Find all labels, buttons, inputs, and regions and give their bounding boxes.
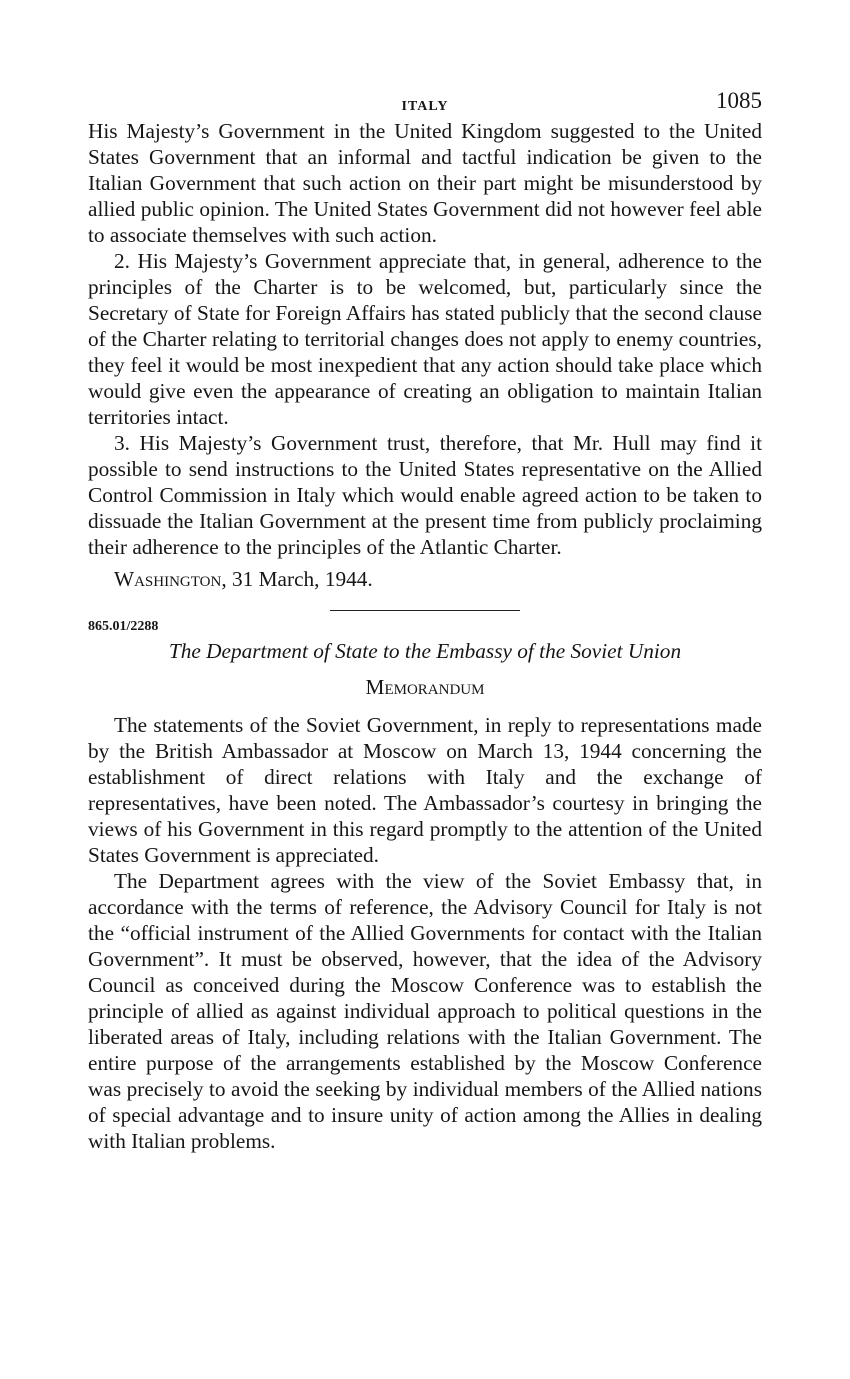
page-number: 1085: [716, 88, 762, 113]
paragraph-2: 2. His Majesty’s Government appreciate that, in general, adherence to the principles of the Charter is to be welcomed, but, particularly since the Secretary of State for Foreign Affairs has stated publicly that the second clause of the Charter relating to territorial changes does not apply to enemy countries, they feel it would be most inexpedient that any action should take place which would give even the appearance of creating an obligation to maintain Italian territories intact.: [88, 249, 762, 429]
file-number: 865.01/2288: [88, 619, 159, 634]
continued-paragraph: His Majesty’s Government in the United Kingdom suggested to the United States Government that an informal and tactful indication be given to the Italian Government that such action on their part might be misunderstood by allied public opinion. The United States Government did not however feel able to associate themselves with such action.: [88, 119, 762, 247]
document-title: The Department of State to the Embassy of the Soviet Union: [168, 639, 682, 663]
document-page: [88, 88, 762, 1154]
horizontal-rule: [330, 610, 520, 611]
dateline-date: , 31 March, 1944.: [221, 567, 373, 591]
running-head: ITALY: [401, 99, 449, 114]
memo-paragraph-2: The Department agrees with the view of the Soviet Embassy that, in accordance with the terms of reference, the Advisory Council for Italy is not the “official instrument of the Allied Governments for contact with the Italian Government”. It must be observed, however, that the idea of the Advisory Council as conceived during the Moscow Conference was to establish the principle of allied as against individual approach to political questions in the liberated areas of Italy, including relations with the Italian Government. The entire purpose of the arrangements established by the Moscow Conference was precisely to avoid the seeking by individual members of the Allied nations of special advantage and to insure unity of action among the Allies in dealing with Italian problems.: [88, 869, 762, 1153]
document-divider: [88, 606, 762, 636]
dateline: [88, 566, 762, 592]
memo-paragraph-1: The statements of the Soviet Government, in reply to representations made by the British Ambassador at Moscow on March 13, 1944 concerning the establishment of direct relations with Italy and the exchange of representatives, have been noted. The Ambassador’s courtesy in bringing the views of his Government in this regard promptly to the attention of the United States Government is appreciated.: [88, 713, 762, 867]
paragraph-3: 3. His Majesty’s Government trust, therefore, that Mr. Hull may find it possible to send instructions to the United States representative on the Allied Control Commission in Italy which would enable agreed action to be taken to dissuade the Italian Government at the present time from publicly proclaiming their adherence to the principles of the Atlantic Charter.: [88, 431, 762, 559]
page-header: [88, 88, 762, 118]
dateline-place: Washington: [114, 567, 222, 591]
document-type: Memorandum: [365, 675, 485, 699]
